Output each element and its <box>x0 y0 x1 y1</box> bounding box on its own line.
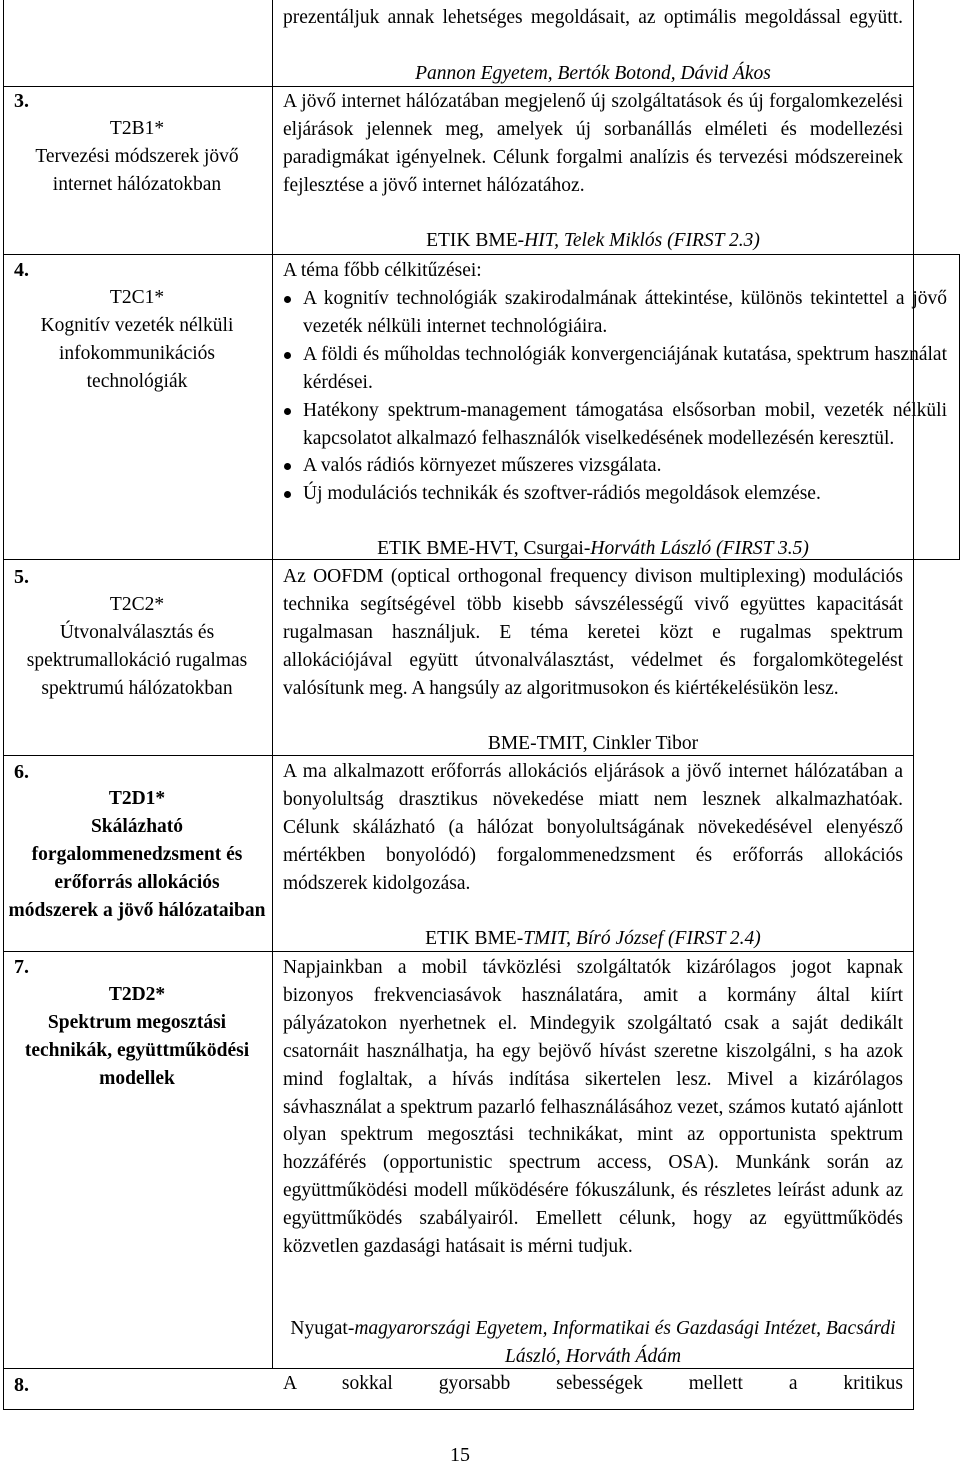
table-border-left <box>3 0 4 1410</box>
row5-number: 5. <box>14 566 29 588</box>
row3-number: 3. <box>14 90 29 112</box>
row4-intro: A téma főbb célkitűzései: <box>283 260 482 281</box>
row7-attribution: Nyugat-magyarországi Egyetem, Informatikai és Gazdasági Intézet, Bacsárdi László, Horváth Ádám <box>290 1318 896 1367</box>
row6-code: T2D1* <box>108 788 166 809</box>
row5-code: T2C2* <box>109 594 165 615</box>
row6-number: 6. <box>14 761 29 783</box>
row7-number: 7. <box>14 956 29 978</box>
list-item: Hatékony spektrum-management támogatása elsősorban mobil, vezeték nélküli kapcsolatot alkalmazó felhasználók viselkedésének modellezésén keresztül. <box>283 397 947 453</box>
table-column-divider <box>272 0 273 1368</box>
row5-description: Az OOFDM (optical orthogonal frequency divison multiplexing) modulációs technika segítségével több kisebb sávszélességű vivő együttes kapacitását rugalmasan használjuk. E téma keretei közt e rugalmas spektrum allokációjával együtt útvonalválasztást, védelmet és forgalomkötegelést valósítunk meg. A hangsúly az algoritmusokon és kiértékelésükön lesz. <box>283 566 903 699</box>
row6-title: Skálázható forgalommenedzsment és erőforrás allokációs módszerek a jövő hálózataiban <box>8 816 266 921</box>
row8-number: 8. <box>14 1374 29 1396</box>
list-item: Új modulációs technikák és szoftver-rádiós megoldások elemzése. <box>283 480 947 508</box>
row4-code: T2C1* <box>109 287 165 308</box>
table-border-bottom <box>3 1409 914 1410</box>
row5-title: Útvonalválasztás és spektrumallokáció rugalmas spektrumú hálózatokban <box>26 622 248 699</box>
row3-title: Tervezési módszerek jövő internet hálózatokban <box>35 146 239 195</box>
row5-attribution: BME-TMIT, Cinkler Tibor <box>487 733 699 754</box>
row2-attribution: Pannon Egyetem, Bertók Botond, Dávid Ákos <box>415 63 771 84</box>
row7-title: Spektrum megosztási technikák, együttműködési modellek <box>24 1012 250 1089</box>
page-number: 15 <box>450 1444 470 1466</box>
row3-attribution: ETIK BME-HIT, Telek Miklós (FIRST 2.3) <box>426 230 760 251</box>
row3-code: T2B1* <box>109 118 165 139</box>
table-border-right <box>913 0 914 1410</box>
list-item: A kognitív technológiák szakirodalmának áttekintése, különös tekintettel a jövő vezeték nélküli internet technológiáira. <box>283 285 947 341</box>
row8-description: A sokkal gyorsabb sebességek mellett a kritikus <box>283 1373 903 1394</box>
row6-description: A ma alkalmazott erőforrás allokációs eljárások a jövő internet hálózatában a bonyolultság drasztikus növekedése miatt nem lesznek alkalmazhatóak. Célunk skálázható (a hálózat bonyolultságának növekedésével elenyésző mértékben bonyolódó) forgalommenedzsment és erőforrás allokációs módszerek kidolgozása. <box>283 761 903 894</box>
list-item: A földi és műholdas technológiák konvergenciájának kutatása, spektrum használat kérdései. <box>283 341 947 397</box>
row3-description: A jövő internet hálózatában megjelenő új szolgáltatások és új forgalomkezelési eljárások jelennek meg, amelyek új sorbanállás elméleti és modellezési paradigmákat igényelnek. Célunk forgalmi analízis és tervezési módszereinek fejlesztése a jövő internet hálózatához. <box>283 91 903 196</box>
row6-attribution: ETIK BME-TMIT, Bíró József (FIRST 2.4) <box>425 928 761 949</box>
list-item: A valós rádiós környezet műszeres vizsgálata. <box>283 452 947 480</box>
row4-title: Kognitív vezeték nélküli infokommunikációs technológiák <box>40 315 234 392</box>
row7-code: T2D2* <box>108 984 166 1005</box>
row2-description: prezentáljuk annak lehetséges megoldásait, az optimális megoldással együtt. <box>283 7 903 28</box>
row4-attribution: ETIK BME-HVT, Csurgai-Horváth László (FIRST 3.5) <box>377 538 809 559</box>
row4-bullet-list <box>283 285 947 508</box>
row4-number: 4. <box>14 259 29 281</box>
row7-description: Napjainkban a mobil távközlési szolgáltatók kizárólagos jogot kapnak bizonyos frekvenciasávok használatára, amit a kormány által kiírt pályázatokon nyerhetnek el. Mindegyik szolgáltató csak a saját dedikált csatornáit használhatja, ha egy bejövő hívást szeretne kiszolgálni, s ha azok mind foglaltak, a hívás indítása sikertelen lesz. Mivel a kizárólagos sávhasználat a spektrum pazarló felhasználásához vezet, számos kutató ajánlott olyan spektrum megosztási technikákat, mint az opportunista spektrum hozzáférés (opportunistic spectrum access, OSA). Munkánk során az együttműködési modell működésére fókuszálunk, és részletes leírást adunk az együttműködés szabályairól. Emellett célunk, hogy az együttműködés közvetlen gazdasági hatásait is mérni tudjuk. <box>283 957 903 1258</box>
